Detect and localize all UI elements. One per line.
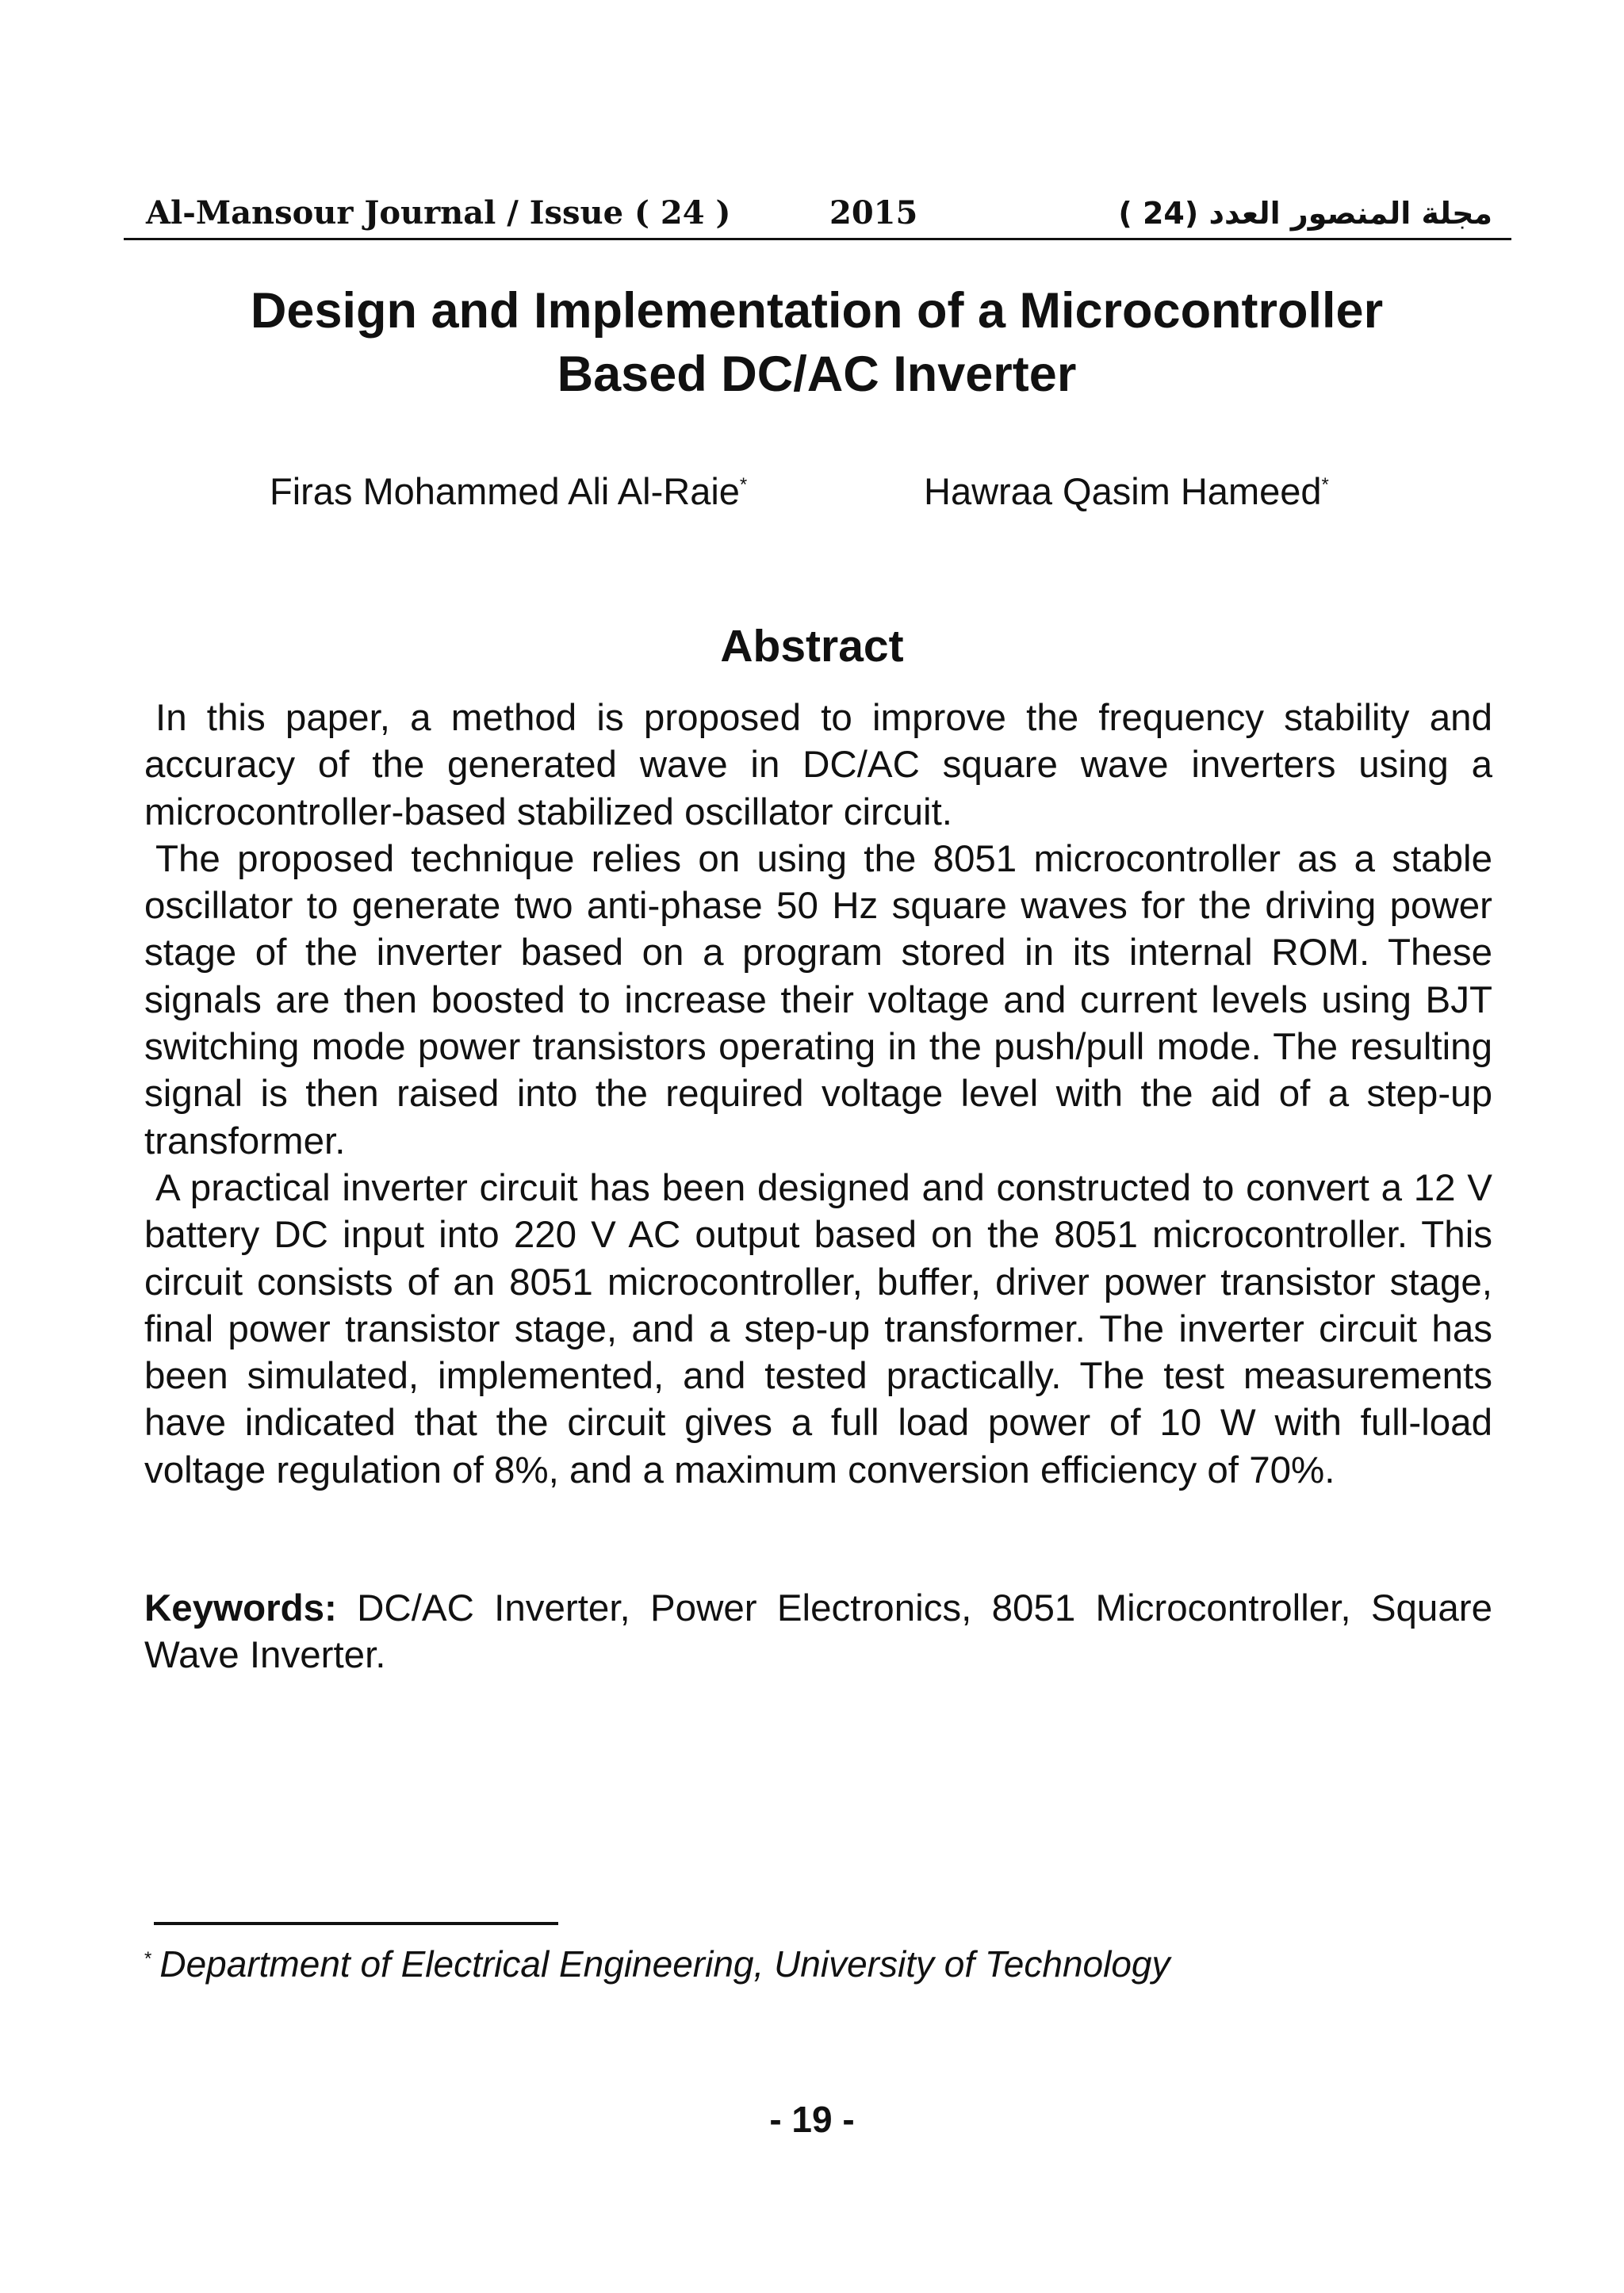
author-1-affiliation-marker: * <box>739 474 748 496</box>
paper-title <box>143 279 1491 406</box>
author-1 <box>270 464 747 519</box>
author-2-name: Hawraa Qasim Hameed <box>924 470 1322 512</box>
page-number: - 19 - <box>769 2099 855 2140</box>
paper-title-line-2: Based DC/AC Inverter <box>557 346 1077 402</box>
footnote-text: Department of Electrical Engineering, University of Technology <box>159 1943 1170 1985</box>
abstract-paragraph-1: In this paper, a method is proposed to improve the frequency stability and accuracy of the generated wave in DC/AC square wave inverters using a microcontroller-based stabilized oscillator circuit. <box>144 697 1492 833</box>
author-2 <box>924 464 1329 519</box>
author-2-affiliation-marker: * <box>1321 474 1329 496</box>
author-list <box>0 464 1624 519</box>
abstract-paragraph-3: A practical inverter circuit has been designed and constructed to convert a 12 V battery DC input into 220 V AC output based on the 8051 microcontroller. This circuit consists of an 8051 microcontroller, buffer, driver power transistor stage, final power transistor stage, and a step-up transformer. The inverter circuit has been simulated, implemented, and tested practically. The test measurements have indicated that the circuit gives a full load power of 10 W with full-load voltage regulation of 8%, and a maximum conversion efficiency of 70%. <box>144 1166 1492 1491</box>
arabic-journal-title: مجلة المنصور العدد (24 ) <box>1118 196 1492 231</box>
footnote-divider <box>154 1922 558 1925</box>
running-header <box>124 189 1511 240</box>
abstract-heading: Abstract <box>720 621 904 672</box>
affiliation-footnote <box>144 1936 1492 1992</box>
abstract-paragraph-2: The proposed technique relies on using the 8051 microcontroller as a stable oscillator to generate two anti-phase 50 Hz square waves for the driving power stage of the inverter based on a program stored in its internal ROM. These signals are then boosted to increase their voltage and current levels using BJT switching mode power transistors operating in the push/pull mode. The resulting signal is then raised into the required voltage level with the aid of a step-up transformer. <box>144 837 1492 1162</box>
journal-issue: Al-Mansour Journal / Issue ( 24 ) <box>146 194 731 232</box>
footnote-marker: * <box>144 1948 152 1970</box>
publication-year: 2015 <box>829 194 918 232</box>
keywords-label: Keywords: <box>144 1587 337 1629</box>
keywords <box>144 1585 1492 1679</box>
paper-title-line-1: Design and Implementation of a Microcontroller <box>250 283 1384 339</box>
abstract-body <box>144 695 1492 1494</box>
author-1-name: Firas Mohammed Ali Al-Raie <box>270 470 740 512</box>
keywords-text: DC/AC Inverter, Power Electronics, 8051 Microcontroller, Square Wave Inverter. <box>144 1587 1492 1677</box>
